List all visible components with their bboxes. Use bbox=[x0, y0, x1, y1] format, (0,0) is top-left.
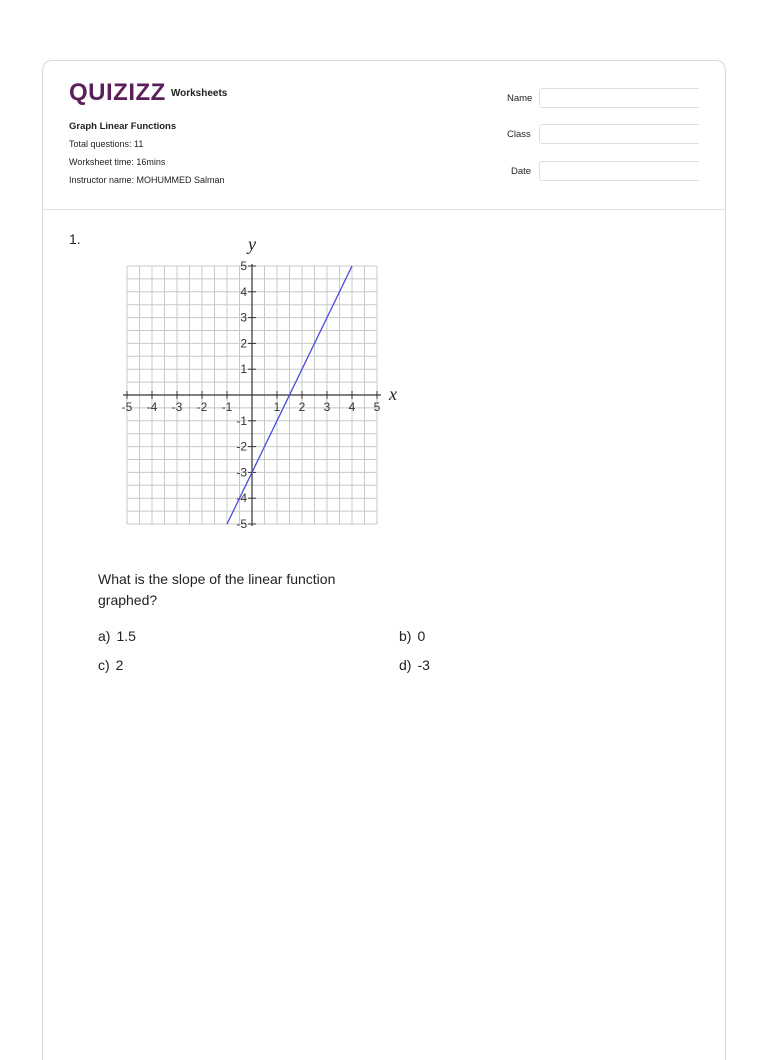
date-label: Date bbox=[511, 166, 532, 177]
quizizz-logo: QUIZIZZ bbox=[69, 79, 166, 106]
y-tick-label: 3 bbox=[240, 310, 247, 325]
y-tick-label: -4 bbox=[236, 491, 247, 506]
x-tick-label: -1 bbox=[221, 400, 233, 414]
date-field[interactable] bbox=[539, 161, 699, 181]
x-tick-label: 4 bbox=[348, 400, 356, 414]
option-text: 0 bbox=[417, 628, 426, 644]
option-text: 1.5 bbox=[116, 628, 136, 644]
y-tick-label: -5 bbox=[236, 517, 247, 531]
x-tick-label: -5 bbox=[121, 400, 133, 414]
class-label: Class bbox=[507, 129, 531, 140]
option-d[interactable] bbox=[399, 657, 430, 673]
logo-subtitle: Worksheets bbox=[170, 88, 228, 99]
brand bbox=[69, 81, 227, 105]
option-letter: c) bbox=[98, 657, 110, 673]
y-axis-label: y bbox=[248, 234, 256, 254]
option-letter: b) bbox=[399, 628, 412, 644]
x-tick-label: 5 bbox=[373, 400, 381, 414]
x-tick-label: -3 bbox=[171, 400, 183, 414]
x-axis-label: x bbox=[389, 384, 397, 404]
y-tick-label: 5 bbox=[240, 259, 247, 273]
x-tick-label: -2 bbox=[196, 400, 208, 414]
option-a[interactable] bbox=[98, 628, 136, 644]
name-field[interactable] bbox=[539, 88, 699, 108]
option-b[interactable] bbox=[399, 628, 425, 644]
option-c[interactable] bbox=[98, 657, 123, 673]
instructor-name: Instructor name: MOHUMMED Salman bbox=[69, 175, 225, 185]
y-tick-label: 2 bbox=[240, 336, 247, 351]
x-tick-label: 2 bbox=[298, 400, 306, 414]
worksheet-time: Worksheet time: 16mins bbox=[69, 157, 166, 167]
total-questions: Total questions: 11 bbox=[69, 139, 144, 149]
worksheet-title: Graph Linear Functions bbox=[69, 121, 177, 132]
option-text: 2 bbox=[115, 657, 124, 673]
name-label: Name bbox=[507, 93, 533, 104]
y-tick-label: -1 bbox=[236, 413, 247, 428]
option-letter: a) bbox=[98, 628, 111, 644]
linear-function-graph bbox=[107, 231, 407, 541]
y-tick-label: 1 bbox=[240, 362, 247, 377]
question-number: 1. bbox=[69, 231, 81, 247]
worksheet-header bbox=[43, 61, 725, 210]
y-tick-label: -2 bbox=[236, 439, 247, 454]
x-tick-label: 3 bbox=[323, 400, 331, 414]
x-tick-label: -4 bbox=[146, 400, 158, 414]
class-field[interactable] bbox=[539, 124, 699, 144]
option-letter: d) bbox=[399, 657, 412, 673]
y-tick-label: 4 bbox=[240, 284, 247, 299]
worksheet-card bbox=[42, 60, 726, 1060]
option-text: -3 bbox=[417, 657, 430, 673]
x-tick-label: 1 bbox=[273, 400, 281, 414]
y-tick-label: -3 bbox=[236, 465, 247, 480]
question-text: What is the slope of the linear function graphed? bbox=[98, 571, 336, 608]
